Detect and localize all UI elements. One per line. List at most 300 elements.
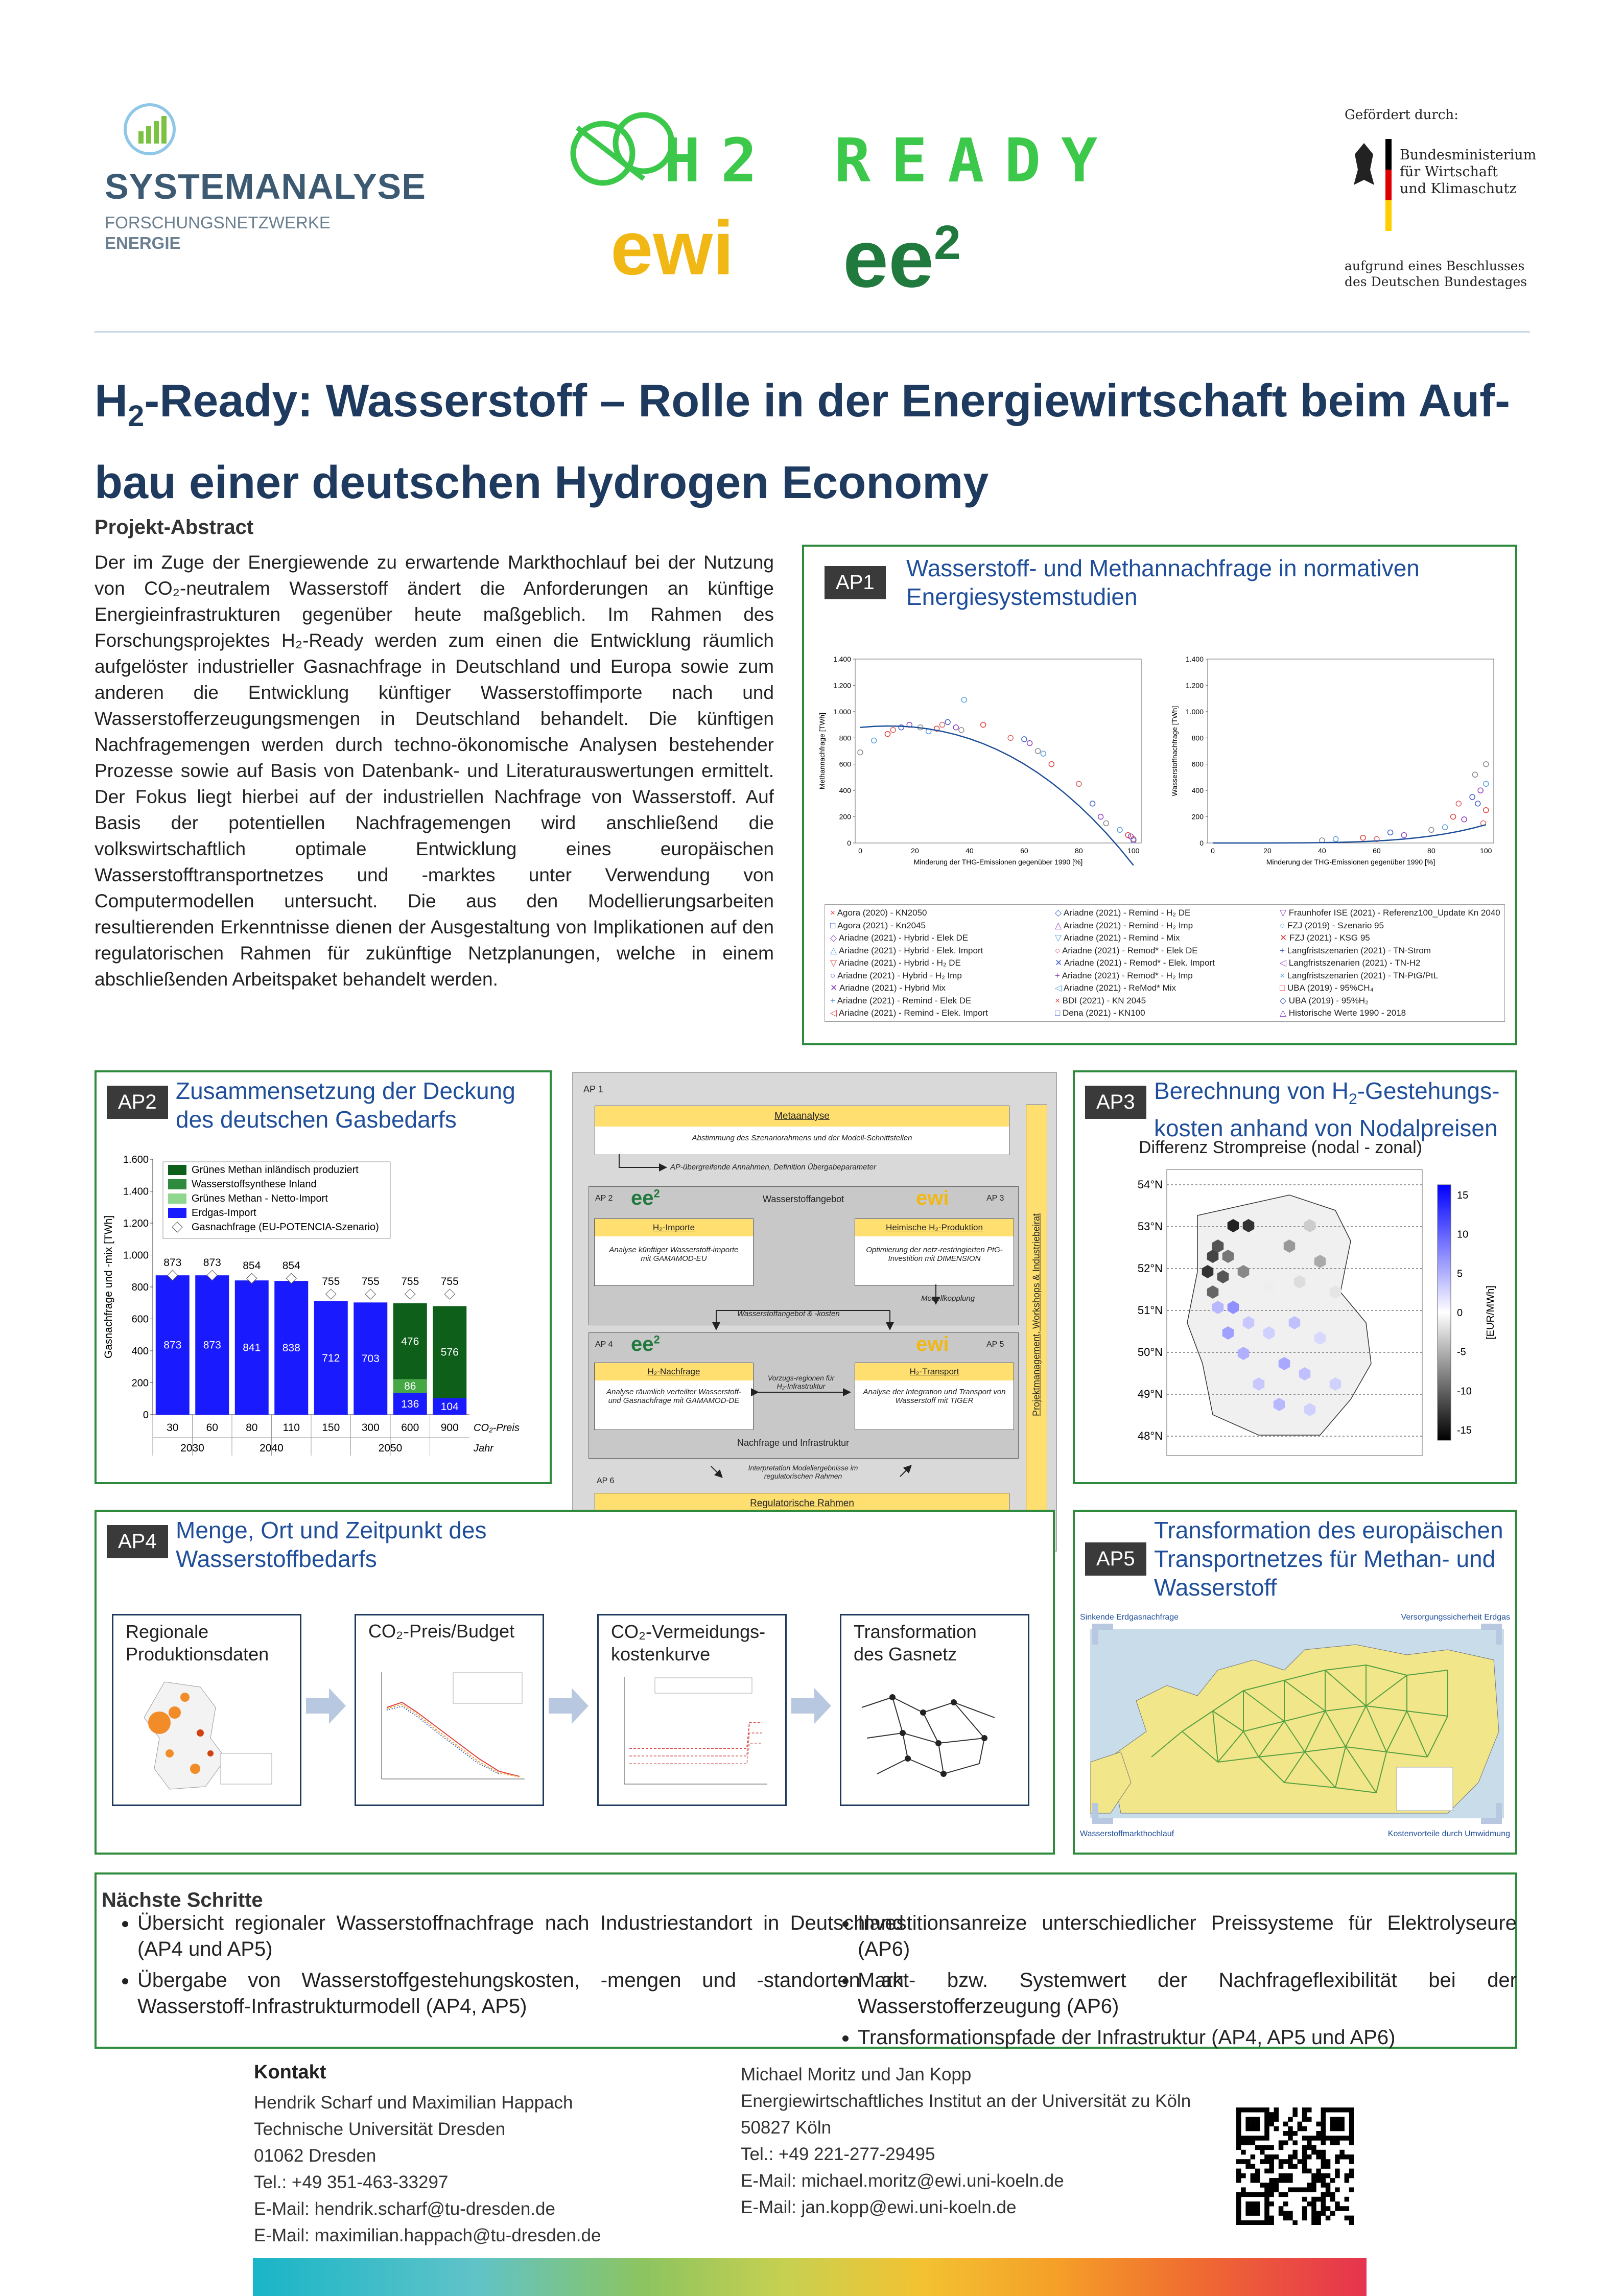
legend-label: Agora (2021) - Kn2045 xyxy=(837,920,926,930)
qr-module xyxy=(1264,2211,1269,2216)
ap1-xtick: 0 xyxy=(1211,847,1215,855)
qr-module xyxy=(1311,2136,1316,2141)
qr-module xyxy=(1316,2220,1321,2225)
qr-module xyxy=(1316,2122,1321,2127)
legend-label: Langfristszenarien (2021) - TN-H2 xyxy=(1288,958,1421,968)
qr-module xyxy=(1274,2187,1279,2192)
qr-module xyxy=(1251,2140,1256,2145)
ap2-year-label: 2040 xyxy=(260,1442,284,1454)
legend-marker-icon: + xyxy=(1055,970,1062,980)
qr-module xyxy=(1245,2164,1251,2169)
contact-line: Energiewirtschaftliches Institut an der Universität zu Köln xyxy=(741,2091,1191,2111)
qr-module xyxy=(1335,2136,1340,2141)
legend-marker-icon: ◇ xyxy=(830,933,839,943)
ap5-bottom-right: Kostenvorteile durch Umwidmung xyxy=(1387,1830,1510,1838)
qr-module xyxy=(1260,2192,1265,2197)
qr-module xyxy=(1311,2187,1316,2192)
legend-label: Ariadne (2021) - Remind - Elek. Import xyxy=(838,1008,988,1018)
qr-module xyxy=(1245,2220,1251,2225)
qr-module xyxy=(1264,2183,1269,2188)
ap2-ytick: 1.600 xyxy=(123,1154,149,1165)
qr-module xyxy=(1269,2201,1274,2207)
qr-module xyxy=(1307,2136,1312,2141)
ap5-tag: AP5 xyxy=(1085,1542,1146,1576)
legend-marker-icon: + xyxy=(830,995,837,1005)
german-eagle-icon xyxy=(1349,139,1379,200)
ap2-title-line1: Zusammensetzung der Deckung xyxy=(176,1077,515,1104)
qr-module xyxy=(1251,2178,1256,2183)
ap5-title-line1: Transformation des europäischen xyxy=(1154,1517,1503,1543)
legend-label: Ariadne (2021) - Hybrid - H₂ Imp xyxy=(837,970,962,980)
ap1-box xyxy=(802,545,1517,1045)
qr-module xyxy=(1260,2159,1265,2164)
ap2-legend-label: Erdgas-Import xyxy=(192,1207,256,1219)
qr-module xyxy=(1321,2211,1326,2216)
ap1-legend xyxy=(825,904,1505,1022)
ap2-category-label: 300 xyxy=(361,1422,380,1434)
qr-module xyxy=(1274,2117,1279,2122)
ee2-logo xyxy=(843,202,961,304)
ap3-lat-label: 48°N xyxy=(1137,1430,1163,1442)
qr-module xyxy=(1302,2107,1307,2113)
ap3-colorbar-tick: -10 xyxy=(1457,1386,1472,1397)
ap3-lat-label: 53°N xyxy=(1137,1220,1163,1233)
ap2-demand-label: 755 xyxy=(401,1276,419,1288)
bar-chart-logo-icon xyxy=(119,100,185,156)
ap5-title-line3: Wasserstoff xyxy=(1154,1574,1277,1601)
legend-marker-icon: ▽ xyxy=(1280,908,1289,918)
legend-label: Ariadne (2021) - Hybrid - Elek DE xyxy=(838,933,969,943)
qr-module xyxy=(1321,2192,1326,2197)
qr-module xyxy=(1288,2159,1293,2164)
qr-module xyxy=(1335,2140,1340,2145)
qr-module xyxy=(1288,2216,1293,2221)
qr-module xyxy=(1302,2206,1307,2211)
ap2-bar-label: 873 xyxy=(203,1339,221,1351)
qr-module xyxy=(1264,2201,1269,2207)
ap2-legend-label: Grünes Methan inländisch produziert xyxy=(192,1164,359,1176)
qr-module xyxy=(1255,2107,1260,2113)
qr-module xyxy=(1260,2145,1265,2150)
legend-label: Ariadne (2021) - Remod* - Elek. Import xyxy=(1064,958,1215,968)
qr-module xyxy=(1264,2206,1269,2211)
ap1-ylabel: Methannachfrage [TWh] xyxy=(818,712,826,790)
qr-module xyxy=(1321,2122,1326,2127)
qr-module xyxy=(1251,2154,1256,2160)
qr-module xyxy=(1321,2164,1326,2169)
next-steps-right xyxy=(822,1910,1517,2056)
qr-module xyxy=(1311,2220,1316,2225)
step2-label: CO₂-Preis/Budget xyxy=(368,1621,515,1642)
ap1-legend-item xyxy=(1055,957,1275,970)
legend-label: Fraunhofer ISE (2021) - Referenz100_Update Kn 2040 xyxy=(1288,908,1500,918)
qr-module xyxy=(1255,2220,1260,2225)
qr-module xyxy=(1288,2136,1293,2141)
ap5-top-right: Versorgungssicherheit Erdgas xyxy=(1401,1613,1510,1622)
ap2-legend-label: Gasnachfrage (EU-POTENCIA-Szenario) xyxy=(192,1222,379,1233)
qr-module xyxy=(1349,2220,1354,2225)
ap1-ytick: 1.200 xyxy=(833,681,851,690)
ap1-xlabel: Minderung der THG-Emissionen gegenüber 1990 [%] xyxy=(913,858,1083,866)
next-steps-box xyxy=(95,1872,1517,2049)
qr-module xyxy=(1339,2206,1345,2211)
step3-line2: kostenkurve xyxy=(611,1644,711,1665)
qr-module xyxy=(1321,2150,1326,2155)
legend-label: Ariadne (2021) - ReMod* Mix xyxy=(1063,983,1176,993)
qr-module xyxy=(1345,2206,1350,2211)
qr-module xyxy=(1245,2201,1251,2207)
title-line1: -Ready: Wasserstoff – Rolle in der Energiewirtschaft beim Auf- xyxy=(144,376,1511,427)
qr-module xyxy=(1269,2220,1274,2225)
contact-left xyxy=(254,2090,601,2249)
ap3-colorbar-tick: 15 xyxy=(1457,1190,1469,1201)
qr-module xyxy=(1269,2159,1274,2164)
qr-module xyxy=(1335,2117,1340,2122)
qr-module xyxy=(1251,2206,1256,2211)
ap2-year-label: 2030 xyxy=(180,1442,204,1454)
qr-module xyxy=(1274,2154,1279,2160)
ap1-legend-item xyxy=(830,945,1050,957)
qr-module xyxy=(1279,2206,1284,2211)
qr-module xyxy=(1269,2169,1274,2174)
qr-module xyxy=(1274,2107,1279,2113)
ap5-title-line2: Transportnetzes für Methan- und xyxy=(1154,1545,1496,1572)
qr-module xyxy=(1339,2154,1345,2160)
qr-module xyxy=(1283,2159,1288,2164)
qr-module xyxy=(1349,2117,1354,2122)
qr-module xyxy=(1283,2211,1288,2216)
ap2-bar-label: 873 xyxy=(163,1339,182,1351)
qr-module xyxy=(1264,2145,1269,2150)
nachfrage-box xyxy=(589,1332,1019,1459)
ap1-xtick: 100 xyxy=(1127,847,1140,855)
ap1-legend-item xyxy=(830,970,1050,982)
abstract-text: Der im Zuge der Energiewende zu erwartende Markthochlauf bei der Nutzung von CO₂-neutralem Wasserstoff ändert die Anforderungen an künftige Energieinfrastrukturen gegenüber heute maßgeblich. Im Rahmen des Forschungsprojektes H₂-Ready werden zum einen die Entwicklung räumlich aufgelöster industrieller Gasnachfrage in Deutschland und Europa sowie zum anderen die Entwicklung künftiger Wasserstoffimporte nach und Wasserstofferzeugungsmengen in Deutschland behandelt. Die künftigen Nachfragemengen werden durch techno-ökonomische Analysen bestehender Prozesse sowie auf Basis von Datenbank- und Literaturauswertungen ermittelt. Der Fokus liegt hierbei auf der industriellen Nachfrage von Wasserstoff. Auf Basis der potentiellen Nachfragemengen wird anschließend die volkswirtschaftlich optimale Entwicklung eines europäischen Wasserstofftransportnetzes und -marktes unter Verwendung von Computermodellen untersucht. Die aus den Modellierungsarbeiten resultierenden Erkenntnisse dienen der Ausgestaltung von Implikationen auf den regulatorischen Rahmen für zukünftige Netzplanungen, welche in einem abschließenden Arbeitspaket behandelt werden. xyxy=(95,552,774,990)
qr-module xyxy=(1302,2126,1307,2131)
qr-module xyxy=(1311,2206,1316,2211)
ap2-legend-swatch xyxy=(168,1208,186,1218)
ap3-title xyxy=(1154,1076,1499,1142)
ap1-xtick: 20 xyxy=(1263,847,1272,855)
contact-line: Michael Moritz und Jan Kopp xyxy=(741,2065,972,2084)
qr-module xyxy=(1283,2131,1288,2136)
qr-module xyxy=(1255,2145,1260,2150)
next-step-item: • Investitionsanreize unterschiedlicher Preissysteme für Elektrolyseure (AP6) xyxy=(858,1910,1517,1962)
qr-module xyxy=(1330,2107,1335,2113)
ap1-legend-item xyxy=(1280,932,1504,945)
legend-marker-icon: ▽ xyxy=(830,958,839,968)
project-structure-diagram xyxy=(572,1072,1057,1552)
ap2-ylabel: Gasnachfrage und -mix [TWh] xyxy=(103,1215,114,1359)
ap3-title-a: Berechnung von H xyxy=(1154,1077,1349,1104)
qr-module xyxy=(1335,2107,1340,2113)
legend-marker-icon: × xyxy=(1280,970,1287,980)
qr-module xyxy=(1302,2197,1307,2202)
ap2-title xyxy=(176,1076,515,1134)
ap3-lat-label: 52°N xyxy=(1137,1262,1163,1275)
ap2-legend-label: Wasserstoffsynthese Inland xyxy=(192,1179,317,1190)
contact-heading: Kontakt xyxy=(254,2061,326,2083)
qr-module xyxy=(1264,2216,1269,2221)
next-steps-heading: Nächste Schritte xyxy=(102,1889,263,1911)
contact-line: 01062 Dresden xyxy=(254,2146,376,2166)
ap2-bar-label: 86 xyxy=(404,1380,416,1393)
qr-module xyxy=(1292,2140,1298,2145)
c-ap4-label: AP 4 xyxy=(595,1340,613,1349)
qr-module xyxy=(1292,2187,1298,2192)
ap1-xtick: 80 xyxy=(1427,847,1435,855)
ap1-ytick: 800 xyxy=(1191,734,1204,742)
ap1-methane-chart xyxy=(814,649,1151,884)
qr-module xyxy=(1339,2107,1345,2113)
ap1-hydrogen-chart xyxy=(1167,649,1504,884)
qr-module xyxy=(1321,2178,1326,2183)
ap4-arrow-3 xyxy=(791,1685,832,1726)
ap1-legend-item xyxy=(830,920,1050,932)
ap1-xtick: 40 xyxy=(1318,847,1326,855)
qr-module xyxy=(1236,2112,1241,2117)
contact-line: Tel.: +49 221-277-29495 xyxy=(741,2144,935,2164)
qr-module xyxy=(1292,2131,1298,2136)
contact-line: E-Mail: maximilian.happach@tu-dresden.de xyxy=(254,2225,601,2245)
qr-module xyxy=(1307,2169,1312,2174)
qr-module xyxy=(1292,2107,1298,2113)
ap1-legend-item xyxy=(1280,957,1504,970)
qr-module xyxy=(1349,2159,1354,2164)
page-title xyxy=(95,368,1530,516)
ap2-category-label: 30 xyxy=(167,1422,179,1434)
legend-marker-icon: ○ xyxy=(830,970,838,980)
qr-module xyxy=(1321,2206,1326,2211)
ap2-bar-label: 841 xyxy=(243,1342,261,1354)
qr-module xyxy=(1279,2173,1284,2178)
angebot-label: Wasserstoffangebot xyxy=(763,1194,844,1204)
qr-module xyxy=(1288,2117,1293,2122)
ap1-legend-col3 xyxy=(1280,907,1504,1020)
legend-label: UBA (2019) - 95%H₂ xyxy=(1288,995,1369,1005)
qr-module xyxy=(1251,2122,1256,2127)
qr-module xyxy=(1255,2192,1260,2197)
systemanalyse-logo xyxy=(105,100,426,263)
qr-module xyxy=(1330,2117,1335,2122)
qr-module xyxy=(1349,2173,1354,2178)
ap2-category-label: 80 xyxy=(246,1422,258,1434)
qr-module xyxy=(1269,2178,1274,2183)
decision-line1: aufgrund eines Beschlusses xyxy=(1345,259,1525,273)
h2transport-desc: Analyse der Integration und Transport von Wasserstoff mit TIGER xyxy=(863,1388,1006,1405)
qr-module xyxy=(1345,2154,1350,2160)
h2transport-box xyxy=(855,1363,1014,1430)
qr-module xyxy=(1330,2126,1335,2131)
qr-module xyxy=(1321,2159,1326,2164)
ewi-small-logo: ewi xyxy=(916,1187,949,1209)
ewi-logo: ewi xyxy=(610,205,734,291)
qr-module xyxy=(1269,2145,1274,2150)
qr-module xyxy=(1255,2178,1260,2183)
next-steps-left xyxy=(102,1910,904,2025)
qr-code-icon xyxy=(1236,2107,1354,2225)
ap2-category-label: 600 xyxy=(401,1422,419,1434)
qr-module xyxy=(1311,2201,1316,2207)
step3-label xyxy=(599,1615,785,1671)
qr-module xyxy=(1311,2173,1316,2178)
ap4-arrow-1 xyxy=(306,1685,347,1726)
gas-network-map xyxy=(852,1677,1015,1794)
qr-module xyxy=(1321,2126,1326,2131)
qr-module xyxy=(1264,2220,1269,2225)
qr-module xyxy=(1241,2187,1246,2192)
qr-module xyxy=(1245,2122,1251,2127)
ap2-ytick: 1.400 xyxy=(123,1186,149,1198)
legend-marker-icon: ○ xyxy=(1055,945,1063,955)
legend-marker-icon: △ xyxy=(1055,920,1064,930)
qr-module xyxy=(1345,2173,1350,2178)
ap2-ytick: 0 xyxy=(143,1410,149,1421)
ap1-legend-col2 xyxy=(1055,907,1275,1020)
side-bar xyxy=(1026,1105,1047,1542)
qr-module xyxy=(1251,2211,1256,2216)
legend-label: Langfristszenarien (2021) - TN-Strom xyxy=(1287,945,1431,955)
qr-module xyxy=(1311,2197,1316,2202)
step4-label: Transformation des Gasnetz xyxy=(854,1621,977,1665)
qr-module xyxy=(1255,2169,1260,2174)
ap1-legend-item xyxy=(1280,920,1504,932)
qr-module xyxy=(1316,2136,1321,2141)
qr-module xyxy=(1279,2178,1284,2183)
qr-module xyxy=(1274,2183,1279,2188)
qr-module xyxy=(1321,2201,1326,2207)
qr-module xyxy=(1288,2178,1293,2183)
qr-module xyxy=(1302,2164,1307,2169)
ap2-bar-label: 712 xyxy=(322,1352,340,1364)
qr-module xyxy=(1302,2216,1307,2221)
qr-module xyxy=(1298,2159,1303,2164)
ap3-title-b: -Gestehungs- xyxy=(1357,1077,1500,1104)
qr-module xyxy=(1279,2145,1284,2150)
ap1-xtick: 0 xyxy=(858,847,862,855)
ap2-demand-label: 854 xyxy=(243,1260,261,1272)
ap1-legend-item xyxy=(1055,945,1275,957)
ap3-colorbar-tick: 5 xyxy=(1457,1268,1463,1280)
ap1-xtick: 60 xyxy=(1020,847,1028,855)
ap1-legend-item xyxy=(1280,970,1504,982)
modellkopplung-label: Modellkopplung xyxy=(921,1294,975,1303)
step1-label: Regionale Produktionsdaten xyxy=(126,1621,269,1665)
qr-module xyxy=(1311,2178,1316,2183)
regulatorisch-title: Regulatorische Rahmen xyxy=(595,1493,1009,1514)
qr-module xyxy=(1288,2126,1293,2131)
qr-module xyxy=(1292,2164,1298,2169)
flag-stripe xyxy=(1385,139,1392,231)
qr-module xyxy=(1245,2126,1251,2131)
ap1-ytick: 1.000 xyxy=(1185,707,1204,716)
qr-module xyxy=(1326,2183,1331,2188)
ap1-xtick: 20 xyxy=(911,847,919,855)
europe-network-map xyxy=(1090,1629,1504,1818)
contact-line: E-Mail: hendrik.scharf@tu-dresden.de xyxy=(254,2199,555,2219)
ap4-step2 xyxy=(355,1614,544,1806)
ap1-legend-item xyxy=(1055,970,1275,982)
legend-label: FZJ (2019) - Szenario 95 xyxy=(1287,920,1384,930)
legend-marker-icon: + xyxy=(1280,945,1287,955)
qr-module xyxy=(1302,2150,1307,2155)
ap2-demand-label: 755 xyxy=(322,1276,340,1288)
ewi-small-logo-2: ewi xyxy=(916,1333,949,1355)
h2importe-desc: Analyse künftiger Wasserstoff-importe mit GAMAMOD-EU xyxy=(609,1246,739,1263)
ap2-tag: AP2 xyxy=(107,1086,168,1119)
qr-module xyxy=(1279,2159,1284,2164)
qr-module xyxy=(1349,2122,1354,2127)
ap3-colorbar-tick: -5 xyxy=(1457,1346,1466,1358)
ap2-demand-marker xyxy=(444,1289,455,1299)
ap1-ytick: 1.400 xyxy=(833,655,851,663)
next-step-item: • Übersicht regionaler Wasserstoffnachfrage nach Industriestandort in Deutschland (AP4 und AP5) xyxy=(137,1910,904,1962)
qr-module xyxy=(1330,2136,1335,2141)
qr-module xyxy=(1311,2150,1316,2155)
ap1-xlabel: Minderung der THG-Emissionen gegenüber 1990 [%] xyxy=(1266,858,1435,866)
h2nachfrage-title: H₂-Nachfrage xyxy=(595,1363,753,1380)
ap3-tag: AP3 xyxy=(1085,1086,1146,1119)
qr-module xyxy=(1236,2178,1241,2183)
legend-label: Ariadne (2021) - Remind - Elek DE xyxy=(837,995,972,1005)
qr-module xyxy=(1307,2187,1312,2192)
ap3-title-sub: 2 xyxy=(1349,1091,1357,1108)
legend-marker-icon: ✕ xyxy=(1055,958,1065,968)
qr-module xyxy=(1288,2154,1293,2160)
ap2-demand-marker xyxy=(405,1289,415,1299)
qr-module xyxy=(1311,2216,1316,2221)
ap1-legend-item xyxy=(830,995,1050,1008)
legend-label: Ariadne (2021) - Remind - H₂ DE xyxy=(1063,908,1191,918)
qr-module xyxy=(1326,2159,1331,2164)
side-label: Projektmanagement, Workshops & Industriebeirat xyxy=(1031,1213,1042,1416)
decision-line2: des Deutschen Bundestages xyxy=(1345,274,1527,289)
qr-module xyxy=(1283,2122,1288,2127)
qr-module xyxy=(1321,2136,1326,2141)
qr-module xyxy=(1302,2112,1307,2117)
ap3-lat-label: 54°N xyxy=(1137,1178,1163,1191)
qr-module xyxy=(1251,2220,1256,2225)
qr-module xyxy=(1236,2159,1241,2164)
qr-module xyxy=(1316,2169,1321,2174)
qr-module xyxy=(1307,2107,1312,2113)
ap2-demand-marker xyxy=(326,1289,336,1299)
qr-module xyxy=(1269,2122,1274,2127)
heimische-desc: Optimierung der netz-restringierten PtG-Investition mit DIMENSION xyxy=(866,1246,1003,1263)
qr-module xyxy=(1330,2192,1335,2197)
qr-module xyxy=(1349,2169,1354,2174)
step3-line1: CO₂-Vermeidungs- xyxy=(611,1621,766,1642)
qr-module xyxy=(1264,2112,1269,2117)
qr-module xyxy=(1321,2183,1326,2188)
ap1-ytick: 400 xyxy=(839,786,851,795)
ap1-title xyxy=(906,554,1420,611)
ap3-colorbar-tick: 10 xyxy=(1457,1229,1469,1240)
qr-module xyxy=(1339,2150,1345,2155)
qr-module xyxy=(1251,2173,1256,2178)
qr-module xyxy=(1345,2178,1350,2183)
qr-module xyxy=(1321,2112,1326,2117)
qr-module xyxy=(1335,2187,1340,2192)
qr-module xyxy=(1307,2145,1312,2150)
qr-module xyxy=(1251,2201,1256,2207)
qr-module xyxy=(1236,2201,1241,2207)
ap2-box xyxy=(95,1070,552,1484)
uebergreifend-text: AP-übergreifende Annahmen, Definition Übergabeparameter xyxy=(670,1163,877,1172)
qr-module xyxy=(1255,2206,1260,2211)
qr-module xyxy=(1345,2216,1350,2221)
ap3-title-line2: kosten anhand von Nodalpreisen xyxy=(1154,1115,1498,1142)
